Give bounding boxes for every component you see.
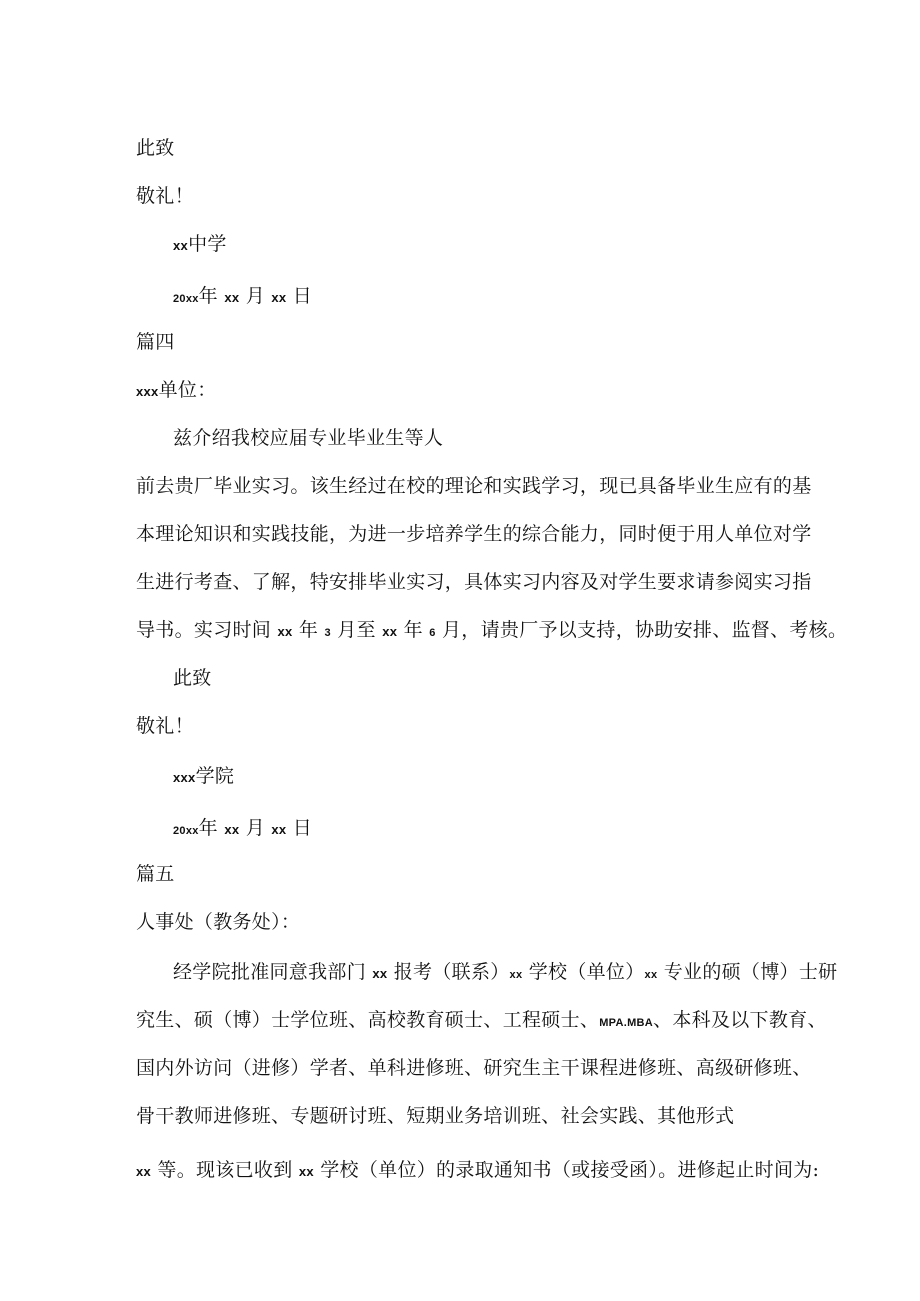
body-paragraph-line: 导书。实习时间 xx 年 3 月至 xx 年 6 月，请贵厂予以支持，协助安排、监督、考核。 <box>136 619 848 641</box>
date-line: 20xx年 xx 月 xx 日 <box>173 817 313 839</box>
addressee-line: 人事处（教务处）： <box>136 911 301 933</box>
section-heading: 篇四 <box>136 331 175 353</box>
body-paragraph-line: 本理论知识和实践技能，为进一步培养学生的综合能力，同时便于用人单位对学 <box>136 523 812 545</box>
section-heading: 篇五 <box>136 863 175 885</box>
addressee-line: xxx单位： <box>136 379 217 401</box>
salutation-line: 敬礼！ <box>136 715 194 737</box>
body-paragraph-line: 兹介绍我校应届专业毕业生等人 <box>173 427 444 449</box>
body-paragraph-line: 国内外访问（进修）学者、单科进修班、研究生主干课程进修班、高级研修班、 <box>136 1057 812 1079</box>
body-paragraph-line: xx 等。现该已收到 xx 学校（单位）的录取通知书（或接受函）。进修起止时间为: <box>136 1159 820 1181</box>
signer-college: xxx学院 <box>173 765 235 787</box>
body-paragraph-line: 前去贵厂毕业实习。该生经过在校的理论和实践学习，现已具备毕业生应有的基 <box>136 475 812 497</box>
closing-line: 此致 <box>173 667 212 689</box>
date-line: 20xx年 xx 月 xx 日 <box>173 285 313 307</box>
body-paragraph-line: 生进行考查、了解，特安排毕业实习，具体实习内容及对学生要求请参阅实习指 <box>136 571 812 593</box>
salutation-line: 敬礼！ <box>136 185 194 207</box>
body-paragraph-line: 经学院批准同意我部门 xx 报考（联系）xx 学校（单位）xx 专业的硕（博）士研 <box>173 961 838 983</box>
body-paragraph-line: 骨干教师进修班、专题研讨班、短期业务培训班、社会实践、其他形式 <box>136 1105 735 1127</box>
closing-line: 此致 <box>136 137 175 159</box>
signer-school: xx中学 <box>173 233 227 255</box>
body-paragraph-line: 究生、硕（博）士学位班、高校教育硕士、工程硕士、MPA.MBA、本科及以下教育、 <box>136 1009 827 1031</box>
